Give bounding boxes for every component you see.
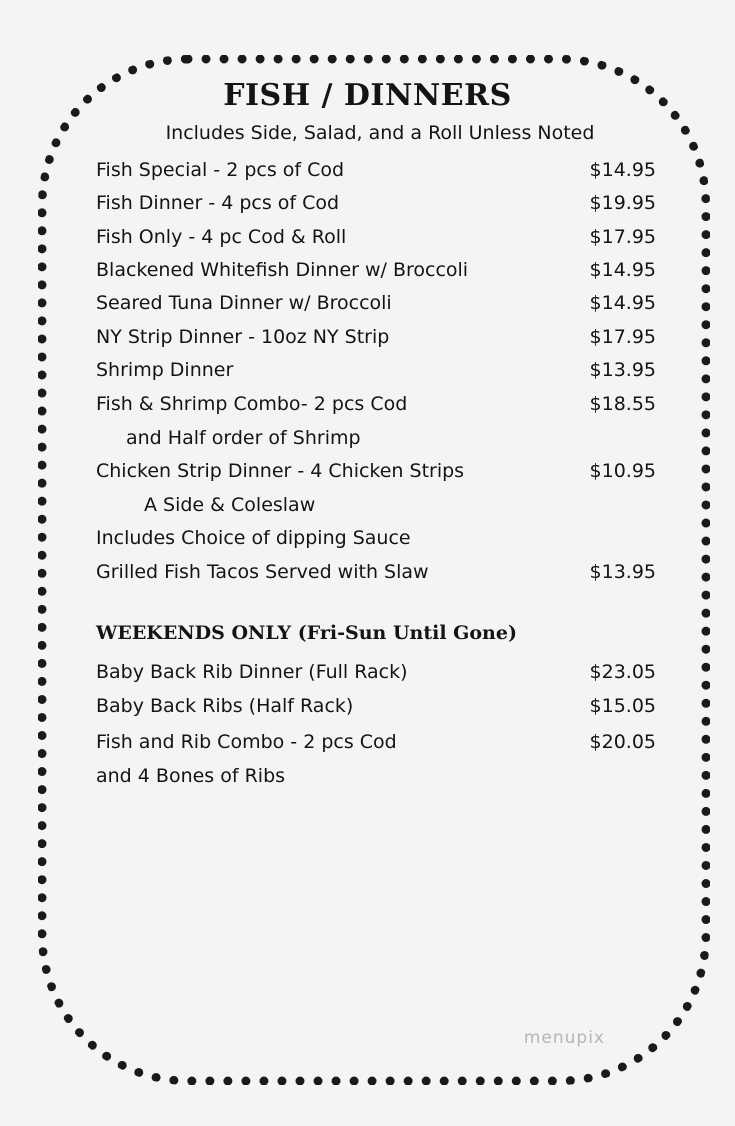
menu-item-price: $15.05 [589,695,656,717]
menu-item-name: Fish and Rib Combo - 2 pcs Cod [96,731,397,753]
menu-item-price: $17.95 [589,326,656,348]
menu-item-name: NY Strip Dinner - 10oz NY Strip [96,326,390,348]
watermark-logo: menupix [523,1028,605,1048]
menu-item-price: $17.95 [589,226,656,248]
menu-item-name: Blackened Whitefish Dinner w/ Broccoli [96,259,469,281]
menu-item-price: $19.95 [589,192,656,214]
menu-item-price: $13.95 [589,561,656,583]
menu-item-price: $20.05 [589,731,656,753]
menu-item-name: Includes Choice of dipping Sauce [96,527,411,549]
menu-item-name: Seared Tuna Dinner w/ Broccoli [96,292,392,314]
menu-item-name: Fish & Shrimp Combo- 2 pcs Cod [96,393,408,415]
menu-item [96,389,656,419]
menu-item-price: $18.55 [589,393,656,415]
weekend-section-title: WEEKENDS ONLY (Fri-Sun Until Gone) [96,622,517,644]
menu-item-note [96,523,656,553]
menu-item-continuation [96,490,656,520]
menu-item-name: Baby Back Rib Dinner (Full Rack) [96,661,408,683]
menu-item-name: Fish Only - 4 pc Cod & Roll [96,226,347,248]
menu-item [96,155,656,185]
menu-item [96,288,656,318]
menu-item-name: and Half order of Shrimp [126,427,361,449]
menu-item [96,355,656,385]
menu-item-price: $14.95 [589,159,656,181]
menu-item-name: Grilled Fish Tacos Served with Slaw [96,561,429,583]
menu-item-price: $23.05 [589,661,656,683]
menu-section-title: FISH / DINNERS [223,78,512,113]
menu-item-name: Fish Dinner - 4 pcs of Cod [96,192,340,214]
menu-item [96,691,656,721]
menu-item [96,557,656,587]
menu-item-name: and 4 Bones of Ribs [96,765,286,787]
menu-item [96,188,656,218]
menu-item [96,255,656,285]
menu-item-name: Baby Back Ribs (Half Rack) [96,695,354,717]
menu-item-continuation [96,761,656,791]
menu-item-name: Chicken Strip Dinner - 4 Chicken Strips [96,460,465,482]
menu-item [96,322,656,352]
menu-item [96,456,656,486]
menu-item-price: $14.95 [589,259,656,281]
menu-item-name: Shrimp Dinner [96,359,234,381]
menu-item-price: $13.95 [589,359,656,381]
menu-item [96,727,656,757]
menu-item-price: $14.95 [589,292,656,314]
menu-item-continuation [96,423,656,453]
menu-item-name: Fish Special - 2 pcs of Cod [96,159,345,181]
menu-item-price: $10.95 [589,460,656,482]
menu-section-subtitle: Includes Side, Salad, and a Roll Unless Noted [165,122,595,144]
menu-item-name: A Side & Coleslaw [144,494,316,516]
menu-item [96,222,656,252]
menu-item [96,657,656,687]
